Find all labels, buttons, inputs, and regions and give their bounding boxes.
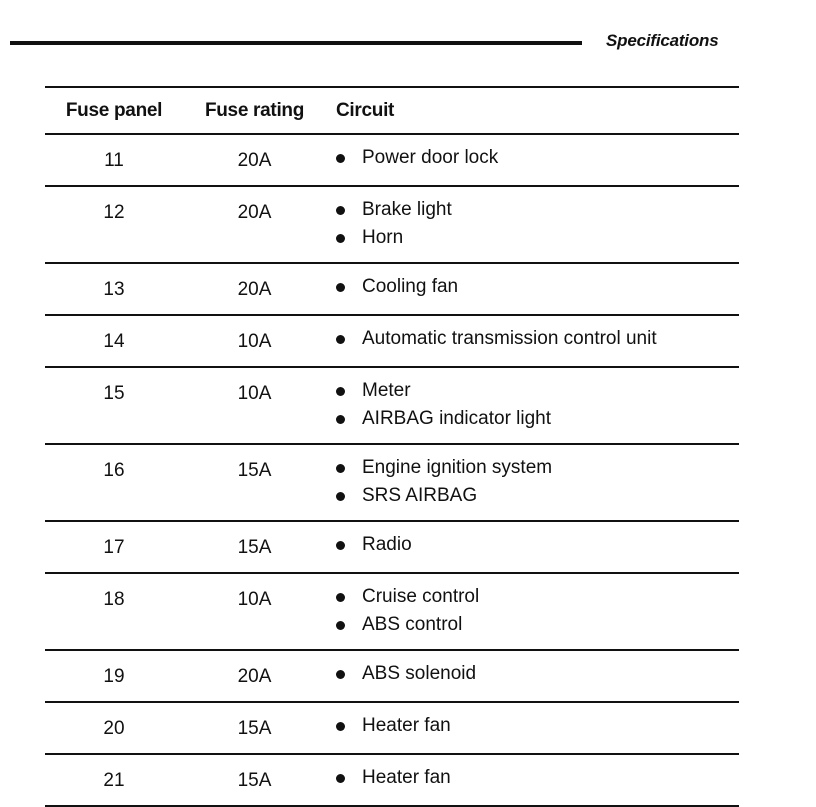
fuse-rating-value: 15A [237,537,272,558]
bullet-icon [336,283,345,292]
circuit-item [336,611,739,639]
circuit-label: SRS AIRBAG [362,485,478,506]
circuit-label: ABS solenoid [362,663,477,684]
circuit-label: Horn [362,227,404,248]
circuit-cell [326,134,739,186]
table-row [45,650,739,702]
fuse-panel-cell [45,754,183,806]
circuit-label: Heater fan [362,715,451,736]
fuse-rating-cell [183,573,326,650]
fuse-panel-cell [45,521,183,573]
fuse-rating-cell [183,134,326,186]
bullet-icon [336,492,345,501]
fuse-rating-cell [183,367,326,444]
circuit-label: Radio [362,534,412,555]
fuse-panel-cell [45,573,183,650]
circuit-label: Automatic transmission control unit [362,328,657,349]
fuse-panel-cell [45,315,183,367]
circuit-label: ABS control [362,614,463,635]
circuit-item [336,224,739,252]
circuit-cell [326,263,739,315]
section-title: Specifications [606,31,719,50]
circuit-item [336,144,739,172]
fuse-panel-cell [45,186,183,263]
column-header-fuse-rating: Fuse rating [183,87,326,134]
fuse-rating-value: 10A [237,383,272,404]
fuse-panel-value: 12 [103,202,125,223]
bullet-icon [336,621,345,630]
bullet-icon [336,670,345,679]
circuit-item [336,196,739,224]
fuse-panel-value: 14 [103,331,125,352]
fuse-table [45,86,739,807]
circuit-label: AIRBAG indicator light [362,408,552,429]
circuit-item [336,660,739,688]
circuit-cell [326,315,739,367]
fuse-panel-cell [45,134,183,186]
fuse-rating-value: 10A [237,589,272,610]
fuse-rating-value: 20A [237,150,272,171]
circuit-label: Brake light [362,199,452,220]
circuit-cell [326,573,739,650]
fuse-panel-cell [45,444,183,521]
table-row [45,263,739,315]
circuit-cell [326,367,739,444]
table-row [45,702,739,754]
bullet-icon [336,593,345,602]
fuse-panel-value: 13 [103,279,125,300]
bullet-icon [336,464,345,473]
fuse-rating-cell [183,521,326,573]
bullet-icon [336,335,345,344]
circuit-item [336,482,739,510]
table-row [45,444,739,521]
fuse-rating-value: 15A [237,718,272,739]
bullet-icon [336,154,345,163]
circuit-item [336,325,739,353]
bullet-icon [336,722,345,731]
fuse-panel-cell [45,702,183,754]
table-header-row [45,87,739,134]
circuit-cell [326,650,739,702]
fuse-panel-cell [45,367,183,444]
table-row [45,186,739,263]
circuit-cell [326,521,739,573]
fuse-panel-value: 20 [103,718,125,739]
circuit-item [336,454,739,482]
table-row [45,315,739,367]
table-row [45,367,739,444]
fuse-rating-cell [183,444,326,521]
circuit-item [336,273,739,301]
bullet-icon [336,387,345,396]
circuit-item [336,377,739,405]
fuse-rating-cell [183,754,326,806]
bullet-icon [336,774,345,783]
circuit-label: Cooling fan [362,276,459,297]
circuit-label: Heater fan [362,767,451,788]
fuse-panel-value: 18 [103,589,125,610]
fuse-rating-cell [183,650,326,702]
fuse-panel-value: 19 [103,666,125,687]
table-row [45,134,739,186]
fuse-rating-value: 20A [237,279,272,300]
circuit-cell [326,444,739,521]
fuse-panel-value: 11 [104,150,124,171]
circuit-cell [326,702,739,754]
circuit-label: Cruise control [362,586,480,607]
fuse-rating-value: 15A [237,460,272,481]
fuse-rating-value: 10A [237,331,272,352]
circuit-item [336,764,739,792]
fuse-rating-value: 20A [237,666,272,687]
circuit-item [336,712,739,740]
bullet-icon [336,415,345,424]
table-row [45,573,739,650]
fuse-panel-cell [45,650,183,702]
column-header-fuse-panel: Fuse panel [45,87,183,134]
fuse-panel-cell [45,263,183,315]
circuit-item [336,583,739,611]
header-rule [10,41,582,45]
circuit-label: Meter [362,380,411,401]
bullet-icon [336,541,345,550]
table-row [45,521,739,573]
bullet-icon [336,234,345,243]
circuit-cell [326,754,739,806]
fuse-panel-value: 21 [103,770,125,791]
circuit-label: Power door lock [362,147,499,168]
fuse-rating-cell [183,702,326,754]
fuse-rating-value: 15A [237,770,272,791]
circuit-label: Engine ignition system [362,457,553,478]
circuit-cell [326,186,739,263]
table-row [45,754,739,806]
fuse-rating-cell [183,263,326,315]
circuit-item [336,405,739,433]
fuse-rating-cell [183,186,326,263]
circuit-item [336,531,739,559]
fuse-panel-value: 16 [103,460,125,481]
fuse-panel-value: 17 [103,537,125,558]
bullet-icon [336,206,345,215]
fuse-rating-value: 20A [237,202,272,223]
fuse-rating-cell [183,315,326,367]
column-header-circuit: Circuit [326,87,739,134]
fuse-panel-value: 15 [103,383,125,404]
table-body [45,134,739,806]
